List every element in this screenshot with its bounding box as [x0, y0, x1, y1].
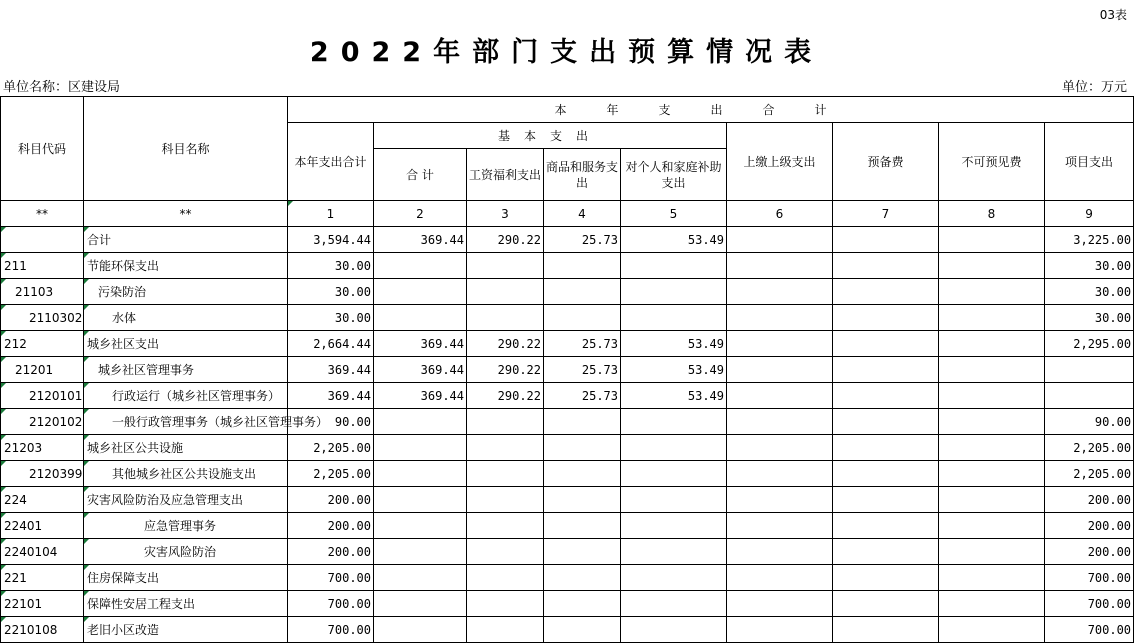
row-value: [621, 487, 727, 513]
table-row: [1, 539, 1134, 565]
row-value: [727, 565, 833, 591]
row-value: [467, 409, 544, 435]
row-value: [727, 331, 833, 357]
row-value: [939, 565, 1045, 591]
row-value: [374, 539, 467, 565]
header-goods: 商品和服务支出: [544, 149, 621, 201]
table-row: [1, 435, 1134, 461]
row-value: 25.73: [544, 383, 621, 409]
row-value: [544, 409, 621, 435]
index-cell: 8: [939, 201, 1045, 227]
row-code: 211: [1, 253, 84, 279]
header-wages: 工资福利支出: [467, 149, 544, 201]
row-value: [467, 461, 544, 487]
row-value: [544, 305, 621, 331]
table-row: [1, 409, 1134, 435]
index-row-group: [1, 201, 1134, 227]
row-code: 224: [1, 487, 84, 513]
row-value: [621, 279, 727, 305]
row-value: [621, 305, 727, 331]
row-value: [544, 253, 621, 279]
row-value: 30.00: [288, 305, 374, 331]
row-value: 290.22: [467, 383, 544, 409]
row-value: [939, 279, 1045, 305]
row-value: [727, 513, 833, 539]
row-value: [833, 565, 939, 591]
row-value: 2,205.00: [1045, 435, 1134, 461]
row-name: 城乡社区支出: [84, 331, 288, 357]
row-value: [939, 253, 1045, 279]
row-value: [374, 461, 467, 487]
row-name: 灾害风险防治及应急管理支出: [84, 487, 288, 513]
row-value: 369.44: [374, 331, 467, 357]
row-code: 21201: [1, 357, 84, 383]
row-value: [833, 461, 939, 487]
row-name: 灾害风险防治: [84, 539, 288, 565]
row-name: 节能环保支出: [84, 253, 288, 279]
table-row: [1, 461, 1134, 487]
row-value: 700.00: [1045, 591, 1134, 617]
sheet-number: 03表: [1099, 8, 1127, 22]
row-value: 700.00: [1045, 565, 1134, 591]
row-value: 30.00: [1045, 279, 1134, 305]
row-code: [1, 227, 84, 253]
table-row: [1, 305, 1134, 331]
table-row: [1, 591, 1134, 617]
row-value: 30.00: [1045, 305, 1134, 331]
row-value: 2,664.44: [288, 331, 374, 357]
table-row: [1, 227, 1134, 253]
row-value: 369.44: [374, 383, 467, 409]
row-value: 369.44: [288, 357, 374, 383]
row-value: 30.00: [288, 279, 374, 305]
row-value: 700.00: [288, 617, 374, 643]
header-subtotal: 合 计: [374, 149, 467, 201]
row-name: 应急管理事务: [84, 513, 288, 539]
row-code: 2240104: [1, 539, 84, 565]
row-value: 200.00: [288, 513, 374, 539]
row-value: [467, 539, 544, 565]
budget-table: [0, 96, 1134, 643]
header-total-group: 本年支出合计: [288, 97, 1134, 123]
row-value: 3,594.44: [288, 227, 374, 253]
row-name: 合计: [84, 227, 288, 253]
row-value: 700.00: [1045, 617, 1134, 643]
row-value: [939, 513, 1045, 539]
header-name: 科目名称: [84, 97, 288, 201]
row-value: 53.49: [621, 383, 727, 409]
row-value: [727, 591, 833, 617]
row-value: [833, 383, 939, 409]
row-value: [374, 513, 467, 539]
row-value: [833, 357, 939, 383]
row-value: 25.73: [544, 357, 621, 383]
table-row: [1, 279, 1134, 305]
row-value: 2,205.00: [1045, 461, 1134, 487]
row-value: [544, 513, 621, 539]
row-code: 22101: [1, 591, 84, 617]
row-value: [939, 591, 1045, 617]
row-value: [727, 461, 833, 487]
row-value: [374, 487, 467, 513]
row-value: [727, 487, 833, 513]
header-upper: 上缴上级支出: [727, 123, 833, 201]
row-value: 369.44: [374, 357, 467, 383]
row-value: [939, 409, 1045, 435]
header-reserve: 预备费: [833, 123, 939, 201]
row-value: 30.00: [1045, 253, 1134, 279]
row-value: [833, 487, 939, 513]
row-value: 700.00: [288, 565, 374, 591]
row-name: 一般行政管理事务（城乡社区管理事务）: [84, 409, 288, 435]
row-code: 2210108: [1, 617, 84, 643]
index-cell: 7: [833, 201, 939, 227]
row-value: [833, 331, 939, 357]
table-row: [1, 383, 1134, 409]
index-cell: 3: [467, 201, 544, 227]
row-value: [621, 253, 727, 279]
row-value: [939, 539, 1045, 565]
row-value: [833, 539, 939, 565]
index-cell: 4: [544, 201, 621, 227]
row-value: [1045, 357, 1134, 383]
row-value: 30.00: [288, 253, 374, 279]
index-row: [1, 201, 1134, 227]
row-value: [939, 305, 1045, 331]
row-value: [467, 305, 544, 331]
row-value: 200.00: [288, 487, 374, 513]
row-value: 53.49: [621, 331, 727, 357]
row-value: [544, 565, 621, 591]
row-value: [939, 617, 1045, 643]
row-value: [374, 279, 467, 305]
row-value: [621, 539, 727, 565]
row-name: 水体: [84, 305, 288, 331]
index-cell: 1: [288, 201, 374, 227]
row-value: 53.49: [621, 357, 727, 383]
index-cell: 6: [727, 201, 833, 227]
row-value: [939, 331, 1045, 357]
row-value: [621, 409, 727, 435]
row-name: 城乡社区管理事务: [84, 357, 288, 383]
row-value: 200.00: [288, 539, 374, 565]
currency-unit-label: 单位：万元: [1061, 80, 1127, 95]
row-value: [833, 279, 939, 305]
row-code: 22401: [1, 513, 84, 539]
row-value: [621, 461, 727, 487]
row-value: 290.22: [467, 331, 544, 357]
table-row: [1, 253, 1134, 279]
row-value: 200.00: [1045, 539, 1134, 565]
row-value: [467, 591, 544, 617]
row-value: 2,205.00: [288, 461, 374, 487]
row-value: [727, 383, 833, 409]
row-value: [467, 513, 544, 539]
row-code: 2120102: [1, 409, 84, 435]
row-value: 200.00: [1045, 487, 1134, 513]
row-value: [939, 487, 1045, 513]
row-value: [621, 565, 727, 591]
row-value: [467, 617, 544, 643]
table-row: [1, 331, 1134, 357]
row-name: 城乡社区公共设施: [84, 435, 288, 461]
row-name: 其他城乡社区公共设施支出: [84, 461, 288, 487]
row-value: [939, 357, 1045, 383]
header-unforeseen: 不可预见费: [939, 123, 1045, 201]
header-personal: 对个人和家庭补助支出: [621, 149, 727, 201]
row-value: [374, 591, 467, 617]
row-value: [467, 279, 544, 305]
table-row: [1, 357, 1134, 383]
row-value: 700.00: [288, 591, 374, 617]
row-value: 369.44: [374, 227, 467, 253]
row-value: 369.44: [288, 383, 374, 409]
row-name: 保障性安居工程支出: [84, 591, 288, 617]
row-name: 住房保障支出: [84, 565, 288, 591]
row-value: [833, 617, 939, 643]
row-value: 25.73: [544, 227, 621, 253]
row-value: 290.22: [467, 227, 544, 253]
row-code: 21103: [1, 279, 84, 305]
row-value: [374, 565, 467, 591]
row-value: [727, 227, 833, 253]
row-value: [833, 591, 939, 617]
row-value: 290.22: [467, 357, 544, 383]
index-cell: 9: [1045, 201, 1134, 227]
row-value: [544, 435, 621, 461]
header-basic-group: 基本支出: [374, 123, 727, 149]
row-value: [727, 435, 833, 461]
row-code: 2120399: [1, 461, 84, 487]
row-code: 212: [1, 331, 84, 357]
row-value: [727, 279, 833, 305]
row-value: [544, 279, 621, 305]
row-value: [467, 487, 544, 513]
row-name: 污染防治: [84, 279, 288, 305]
row-value: [374, 253, 467, 279]
row-value: [544, 591, 621, 617]
row-value: [544, 487, 621, 513]
row-value: [621, 513, 727, 539]
row-name: 老旧小区改造: [84, 617, 288, 643]
row-value: 3,225.00: [1045, 227, 1134, 253]
row-value: [833, 227, 939, 253]
table-row: [1, 487, 1134, 513]
row-value: [374, 435, 467, 461]
row-value: [467, 435, 544, 461]
header-code: 科目代码: [1, 97, 84, 201]
row-code: 221: [1, 565, 84, 591]
row-value: [1045, 383, 1134, 409]
row-code: 21203: [1, 435, 84, 461]
row-value: [833, 305, 939, 331]
row-value: [374, 409, 467, 435]
table-header: [1, 97, 1134, 201]
index-cell: **: [1, 201, 84, 227]
table-row: [1, 565, 1134, 591]
row-value: [939, 461, 1045, 487]
row-code: 2110302: [1, 305, 84, 331]
row-value: [833, 435, 939, 461]
table-row: [1, 513, 1134, 539]
row-value: [621, 617, 727, 643]
row-value: [833, 513, 939, 539]
row-value: [727, 253, 833, 279]
row-value: [833, 253, 939, 279]
row-value: [621, 591, 727, 617]
page-title: 2022年部门支出预算情况表: [309, 37, 824, 68]
index-cell: 5: [621, 201, 727, 227]
table-body: [1, 227, 1134, 643]
unit-name-label: 单位名称：区建设局: [3, 80, 121, 95]
row-value: [727, 409, 833, 435]
row-value: [544, 617, 621, 643]
row-value: [833, 409, 939, 435]
row-value: 90.00: [288, 409, 374, 435]
row-value: 200.00: [1045, 513, 1134, 539]
row-value: [939, 383, 1045, 409]
row-value: [727, 617, 833, 643]
row-value: [939, 227, 1045, 253]
row-value: [467, 253, 544, 279]
row-value: [544, 539, 621, 565]
row-value: [374, 305, 467, 331]
row-value: 2,205.00: [288, 435, 374, 461]
row-value: [621, 435, 727, 461]
row-value: [939, 435, 1045, 461]
row-value: [727, 357, 833, 383]
row-value: [544, 461, 621, 487]
table-row: [1, 617, 1134, 643]
index-cell: 2: [374, 201, 467, 227]
header-total-year: 本年支出合计: [288, 123, 374, 201]
row-value: 90.00: [1045, 409, 1134, 435]
index-cell: **: [84, 201, 288, 227]
row-value: [727, 305, 833, 331]
row-value: 53.49: [621, 227, 727, 253]
header-project: 项目支出: [1045, 123, 1134, 201]
row-value: [467, 565, 544, 591]
row-name: 行政运行（城乡社区管理事务）: [84, 383, 288, 409]
row-value: [374, 617, 467, 643]
row-value: [727, 539, 833, 565]
row-value: 2,295.00: [1045, 331, 1134, 357]
row-code: 2120101: [1, 383, 84, 409]
row-value: 25.73: [544, 331, 621, 357]
